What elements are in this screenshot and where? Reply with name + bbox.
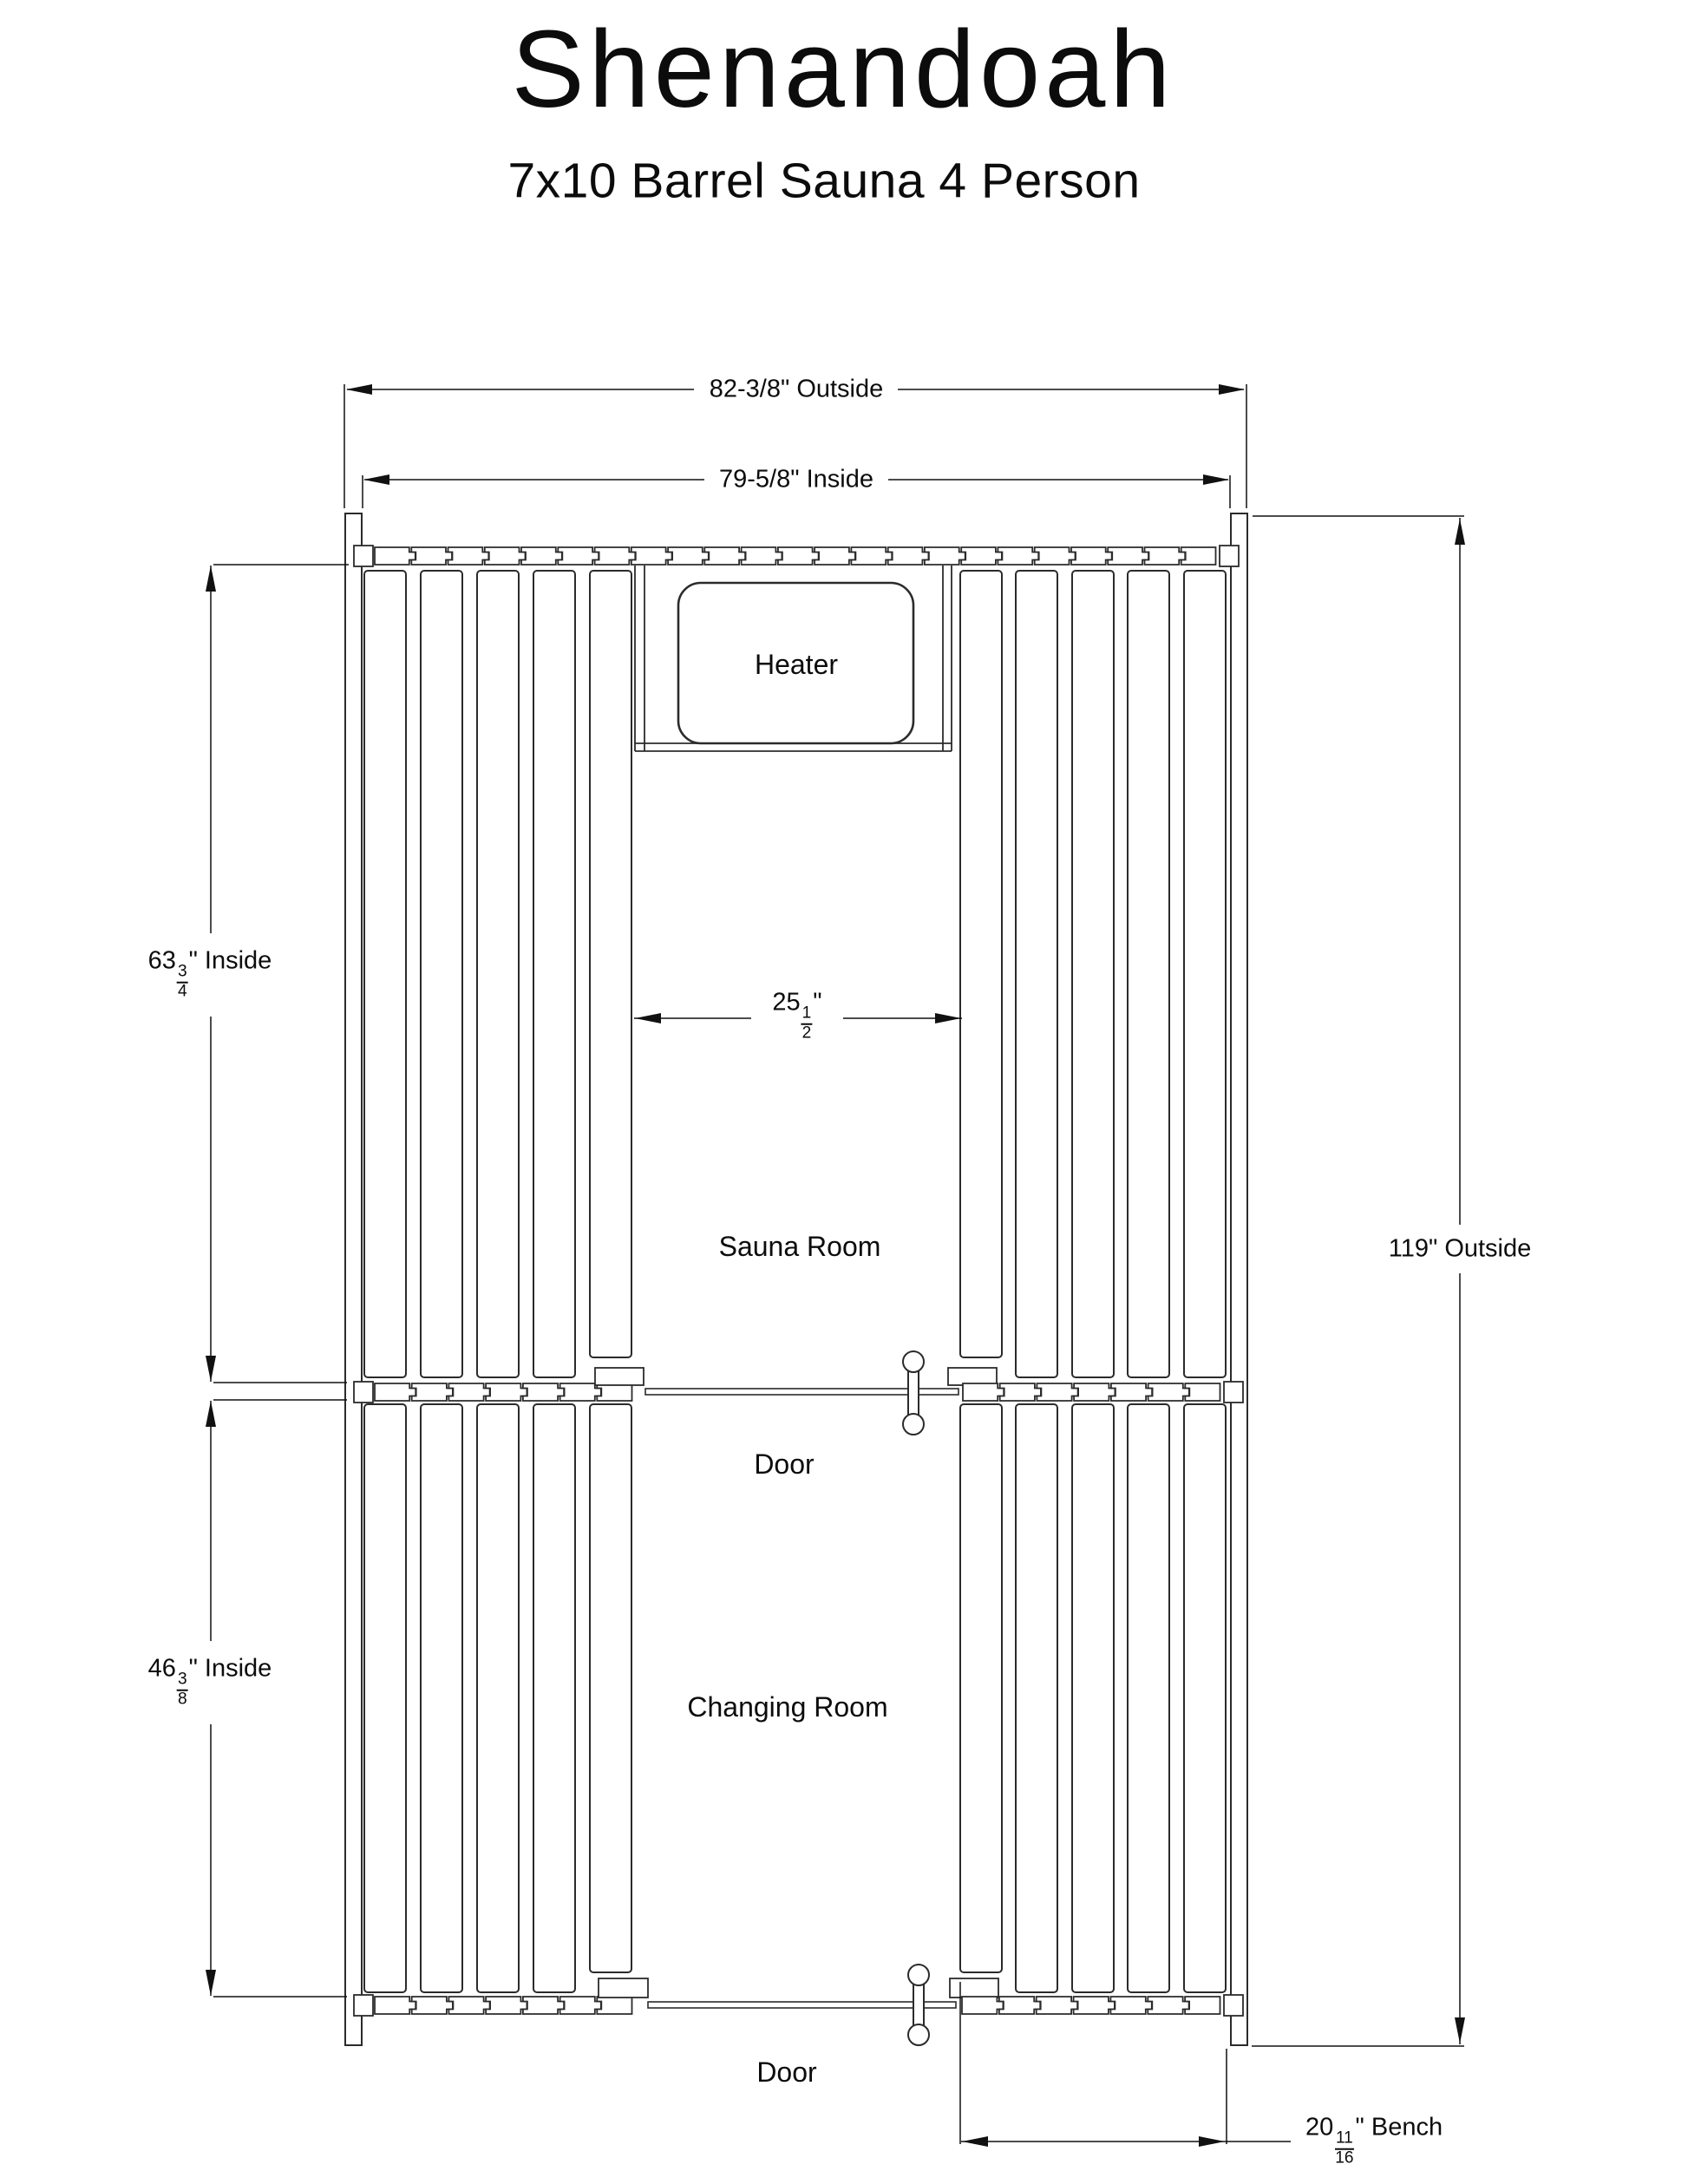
dim-sauna-depth-label [147, 946, 272, 1002]
sauna-room-label: Sauna Room [718, 1231, 881, 1262]
dim-suffix: " [813, 988, 822, 1017]
dim-whole: 25 [772, 988, 801, 1017]
page-title: Shenandoah [511, 8, 1175, 130]
dim-fraction [801, 1005, 813, 1043]
changing-door-label: Door [756, 2056, 817, 2088]
dim-whole: 20 [1305, 2113, 1334, 2141]
fraction-numerator: 11 [1335, 2130, 1354, 2150]
dim-inside-width-label: 79-5/8" Inside [719, 465, 873, 494]
fraction-denominator: 2 [801, 1023, 812, 1043]
dim-suffix: " Inside [188, 946, 272, 975]
dim-fraction [177, 964, 188, 1001]
fraction-denominator: 4 [177, 982, 187, 1001]
dim-changing-depth-label [147, 1654, 272, 1710]
fraction-numerator: 3 [177, 964, 188, 984]
bench-slats [364, 571, 1226, 1992]
changing-room-label: Changing Room [687, 1691, 888, 1723]
dim-fraction [177, 1671, 188, 1709]
dim-bench-width-label [1305, 2115, 1443, 2168]
fraction-numerator: 3 [177, 1671, 188, 1691]
sauna-door-label: Door [754, 1448, 815, 1480]
fraction-numerator: 1 [801, 1005, 813, 1025]
dim-whole: 46 [147, 1654, 176, 1683]
heater-label: Heater [754, 649, 839, 680]
dim-suffix: " Bench [1355, 2113, 1443, 2141]
dim-fraction [1334, 2130, 1354, 2168]
fraction-denominator: 16 [1335, 2148, 1354, 2168]
page-subtitle: 7x10 Barrel Sauna 4 Person [507, 153, 1141, 209]
top-wall-boards [354, 546, 1239, 566]
fraction-denominator: 8 [177, 1690, 187, 1709]
dim-outside-length-label: 119" Outside [1388, 1234, 1532, 1263]
dim-aisle-width-label [772, 988, 822, 1043]
dim-outside-width-label: 82-3/8" Outside [709, 375, 884, 403]
dim-suffix: " Inside [188, 1654, 272, 1683]
dim-whole: 63 [147, 946, 176, 975]
